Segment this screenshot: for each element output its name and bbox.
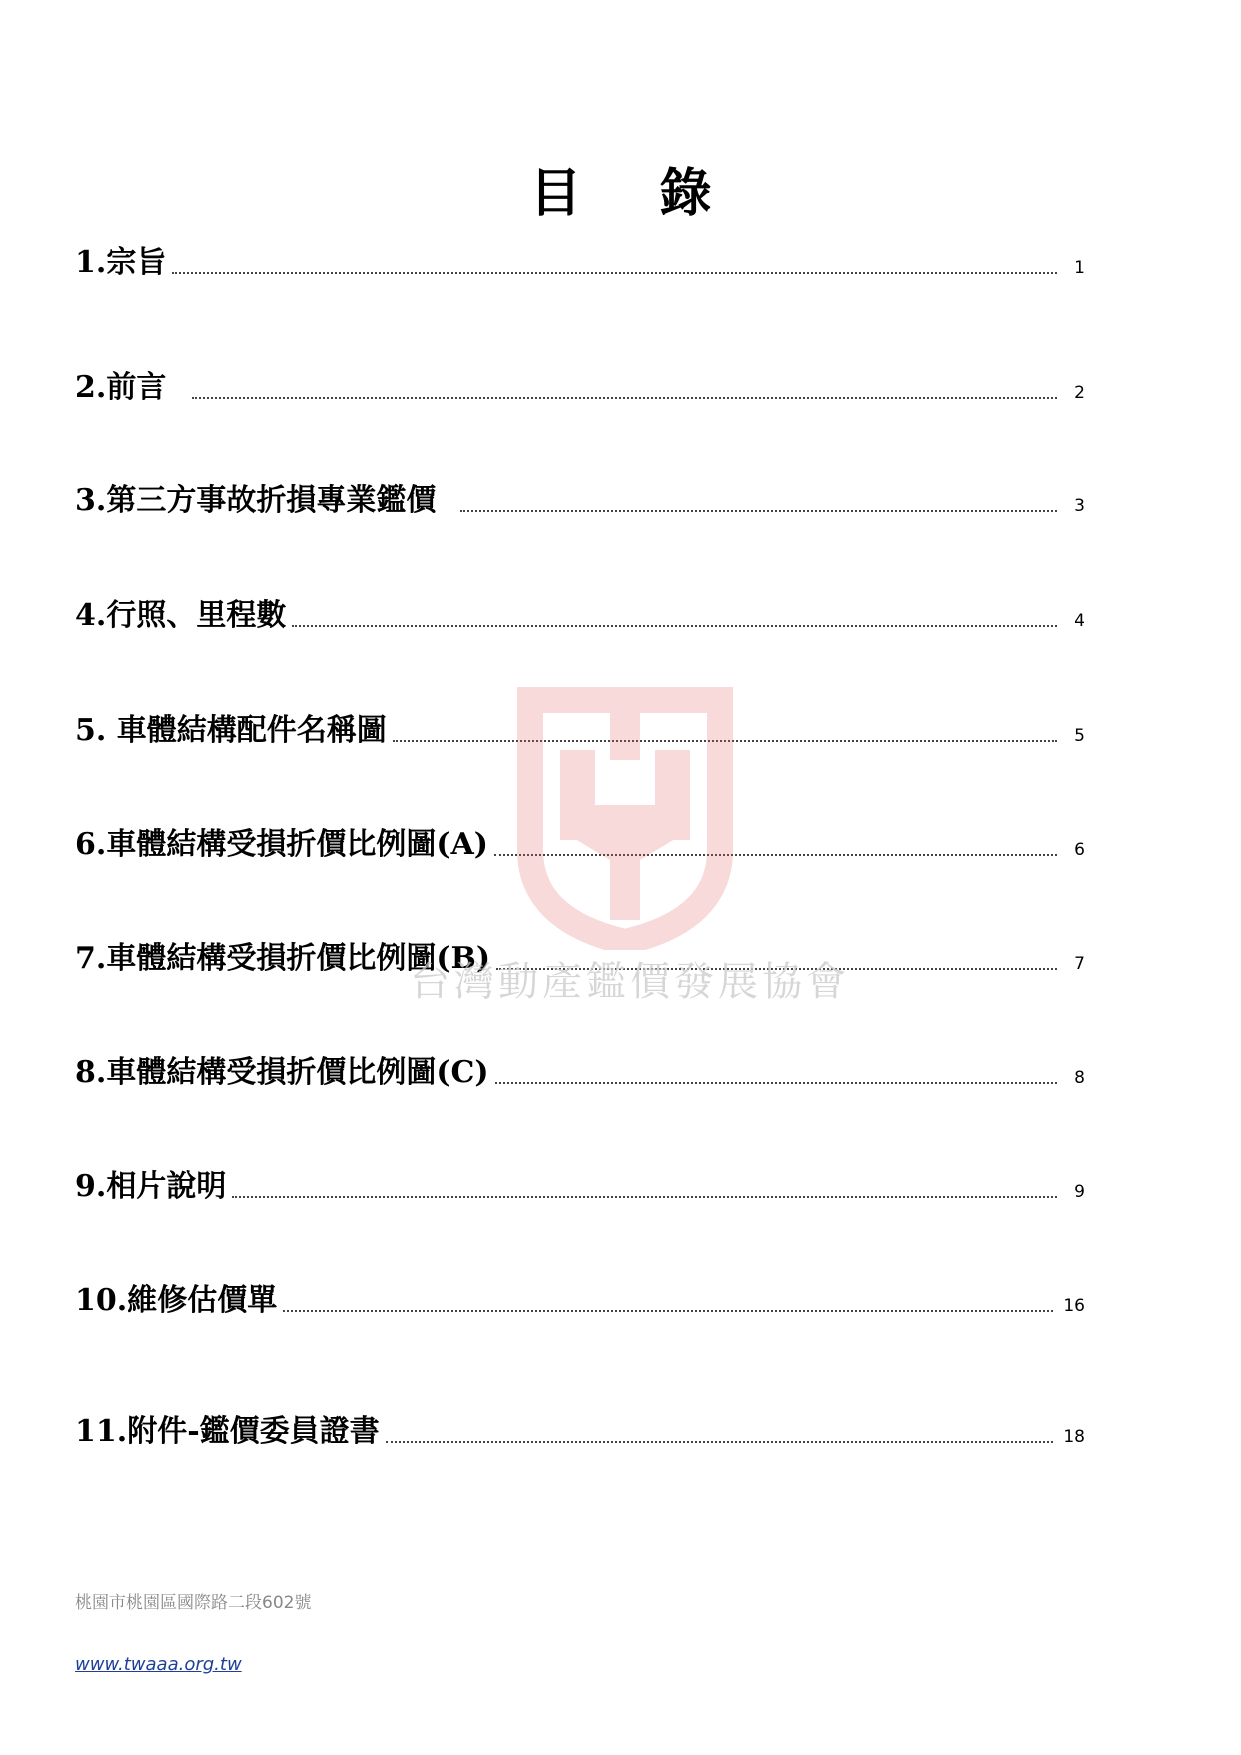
toc-entry-page: 7 (1074, 954, 1085, 974)
toc-entry-page: 2 (1074, 383, 1085, 403)
footer-address: 桃園市桃園區國際路二段602號 (75, 1593, 312, 1613)
toc-entry[interactable] (75, 480, 1085, 520)
toc-entry-page: 6 (1074, 840, 1085, 860)
toc-entry-page: 3 (1074, 496, 1085, 516)
toc-entry-page: 1 (1074, 258, 1085, 278)
toc-entry-label: 6.車體結構受損折價比例圖(A) (75, 827, 488, 862)
toc-entry[interactable] (75, 1166, 1085, 1206)
watermark-logo-icon (500, 680, 750, 950)
toc-leader-dots (292, 625, 1057, 627)
toc-leader-dots (172, 272, 1057, 274)
toc-entry-label: 10.維修估價單 (75, 1283, 278, 1318)
toc-entry[interactable] (75, 1280, 1085, 1320)
toc-entry-page: 8 (1074, 1068, 1085, 1088)
toc-entry-label: 11.附件-鑑價委員證書 (75, 1414, 380, 1449)
toc-entry-label: 9.相片說明 (75, 1169, 227, 1204)
toc-entry-label: 7.車體結構受損折價比例圖(B) (75, 941, 491, 976)
toc-leader-dots (495, 1082, 1057, 1084)
toc-leader-dots (460, 510, 1057, 512)
page-title: 目 錄 (529, 163, 742, 224)
footer-website-link[interactable]: www.twaaa.org.tw (75, 1654, 242, 1675)
toc-entry-label: 3.第三方事故折損專業鑑價 (75, 483, 437, 518)
toc-entry-page: 5 (1074, 726, 1085, 746)
toc-entry-label: 4.行照、里程數 (75, 598, 287, 633)
toc-entry-label: 8.車體結構受損折價比例圖(C) (75, 1055, 489, 1090)
toc-entry-page: 9 (1074, 1182, 1085, 1202)
toc-leader-dots (192, 397, 1057, 399)
toc-entry-page: 4 (1074, 611, 1085, 631)
toc-leader-dots (232, 1196, 1057, 1198)
toc-entry[interactable] (75, 1411, 1085, 1451)
toc-entry[interactable] (75, 595, 1085, 635)
watermark-text: 台灣動產鑑價發展協會 (410, 959, 850, 1005)
toc-leader-dots (283, 1310, 1053, 1312)
toc-entry[interactable] (75, 367, 1085, 407)
toc-entry[interactable] (75, 242, 1085, 282)
toc-entry-label: 2.前言 (75, 370, 167, 405)
toc-entry-page: 18 (1063, 1427, 1085, 1447)
toc-entry-label: 5. 車體結構配件名稱圖 (75, 713, 387, 748)
toc-entry[interactable] (75, 1052, 1085, 1092)
toc-entry-page: 16 (1063, 1296, 1085, 1316)
toc-leader-dots (386, 1441, 1054, 1443)
toc-entry-label: 1.宗旨 (75, 245, 167, 280)
